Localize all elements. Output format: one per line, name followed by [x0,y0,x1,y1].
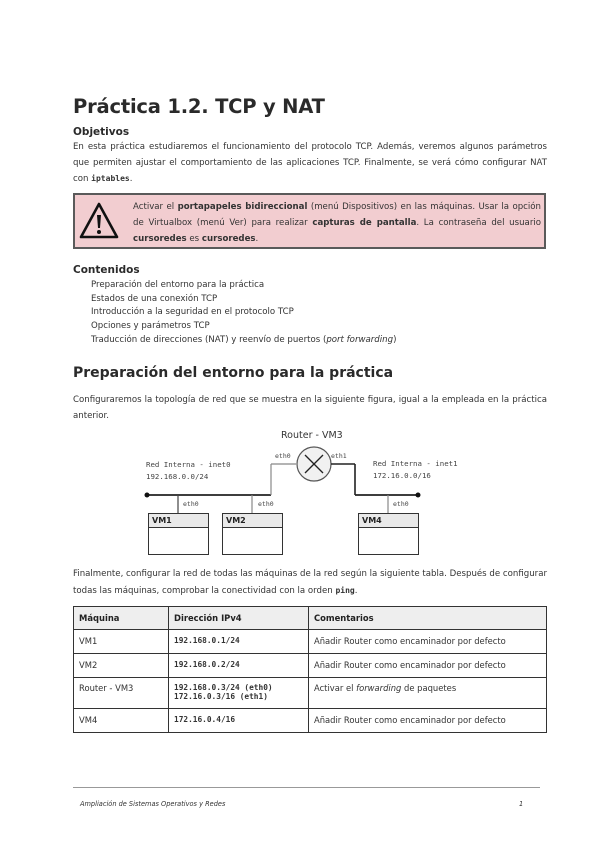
net-left-name: Red Interna - inet0 [146,460,231,469]
warning-text [133,199,541,247]
cell-comment: Añadir Router como encaminador por defecto [309,654,547,678]
contenidos-heading: Contenidos [73,264,140,276]
warning-username: cursoredes [133,234,187,244]
table-row [74,678,547,709]
warning-text-part: . La contraseña del usuario [416,218,541,228]
objetivos-heading: Objetivos [73,126,130,138]
router-label: Router - VM3 [281,430,343,441]
section-intro: Configuraremos la topología de red que se muestra en la siguiente figura, igual a la empleada en la práctica anterior. [73,395,547,421]
toc-item[interactable]: Preparación del entorno para la práctica [91,280,265,290]
cell-machine: VM1 [74,630,169,654]
net-right-name: Red Interna - inet1 [373,459,458,468]
objetivos-text: En esta práctica estudiaremos el funcionamiento del protocolo TCP. Además, veremos algunos parámetros que permiten ajustar el comportamiento de las aplicaciones TCP. Finalmente, se verá cómo configurar NAT con [73,142,547,184]
comment-text: Activar el [314,683,357,693]
header-ipv4: Dirección IPv4 [169,607,309,630]
warning-text-part: es [186,234,202,244]
vm1-node [148,513,209,555]
router-eth0-label: eth0 [275,452,291,460]
cell-ip: 172.16.0.4/16 [169,709,309,733]
warning-text-part: . [255,234,259,244]
net-right-addr: 172.16.0.0/16 [373,471,431,480]
cell-ip: 192.168.0.1/24 [169,630,309,654]
table-intro [73,567,547,599]
cell-comment: Añadir Router como encaminador por defecto [309,709,547,733]
cell-comment [309,678,547,709]
warning-box [73,193,546,249]
cell-machine: VM2 [74,654,169,678]
footer-page-number: 1 [519,800,524,808]
cell-machine: VM4 [74,709,169,733]
table-row [74,630,547,654]
warning-bold-portapapeles: portapapeles bidireccional [177,202,308,212]
toc-item-close: ) [393,334,397,345]
table-intro-text: Finalmente, configurar la red de todas las máquinas de la red según la siguiente tabla. Después de configurar todas las máquinas, comprobar la conectividad con la orden [73,569,547,596]
vm4-node [358,513,419,555]
cell-comment: Añadir Router como encaminador por defecto [309,630,547,654]
iptables-code: iptables [91,174,130,183]
ping-code: ping [335,585,355,595]
cell-machine: Router - VM3 [74,678,169,709]
comment-text: de paquetes [401,683,457,693]
warning-text-part: Activar el [133,202,178,212]
warning-text-part: (menú Dispositivos) en las máquinas. Usar la opción de Virtualbox (menú Ver) para realizar [133,202,542,228]
toc-item[interactable]: Estados de una conexión TCP [91,293,218,304]
table-intro-end: . [354,585,358,596]
cell-ip-eth1: 172.16.0.3/16 (eth1) [174,692,268,701]
vm2-node [222,513,283,555]
footer-course-title: Ampliación de Sistemas Operativos y Redes [80,800,226,808]
warning-bold-capturas: capturas de pantalla [312,218,417,228]
header-comments: Comentarios [309,607,547,630]
cell-ip [169,678,309,709]
cell-ip: 192.168.0.2/24 [169,654,309,678]
vm1-label: VM1 [149,514,208,528]
router-eth1-label: eth1 [331,452,347,460]
vm1-iface-label: eth0 [183,500,199,508]
comment-italic: forwarding [356,683,402,693]
header-machine: Máquina [74,607,169,630]
toc-item[interactable] [91,334,396,348]
warning-triangle-icon [79,201,119,241]
warning-password: cursoredes [201,234,256,244]
section-heading: Preparación del entorno para la práctica [73,365,394,381]
net-left-addr: 192.168.0.0/24 [146,472,209,481]
toc-item-text: Traducción de direcciones (NAT) y reenvío de puertos ( [91,334,327,345]
contenidos-list [91,279,396,348]
vm2-label: VM2 [223,514,282,528]
toc-item[interactable]: Opciones y parámetros TCP [91,321,210,332]
footer-divider [73,787,540,788]
table-row [74,654,547,678]
toc-item[interactable]: Introducción a la seguridad en el protocolo TCP [91,307,294,318]
page-title: Práctica 1.2. TCP y NAT [73,95,325,118]
objetivos-text-end: . [129,174,133,184]
vm4-label: VM4 [359,514,418,528]
objetivos-paragraph [73,140,547,188]
table-header-row [74,607,547,630]
table-row [74,709,547,733]
vm2-iface-label: eth0 [258,500,274,508]
network-config-table [73,606,547,733]
cell-ip-eth0: 192.168.0.3/24 (eth0) [174,683,273,692]
toc-item-italic: port forwarding [326,334,394,345]
vm4-iface-label: eth0 [393,500,409,508]
